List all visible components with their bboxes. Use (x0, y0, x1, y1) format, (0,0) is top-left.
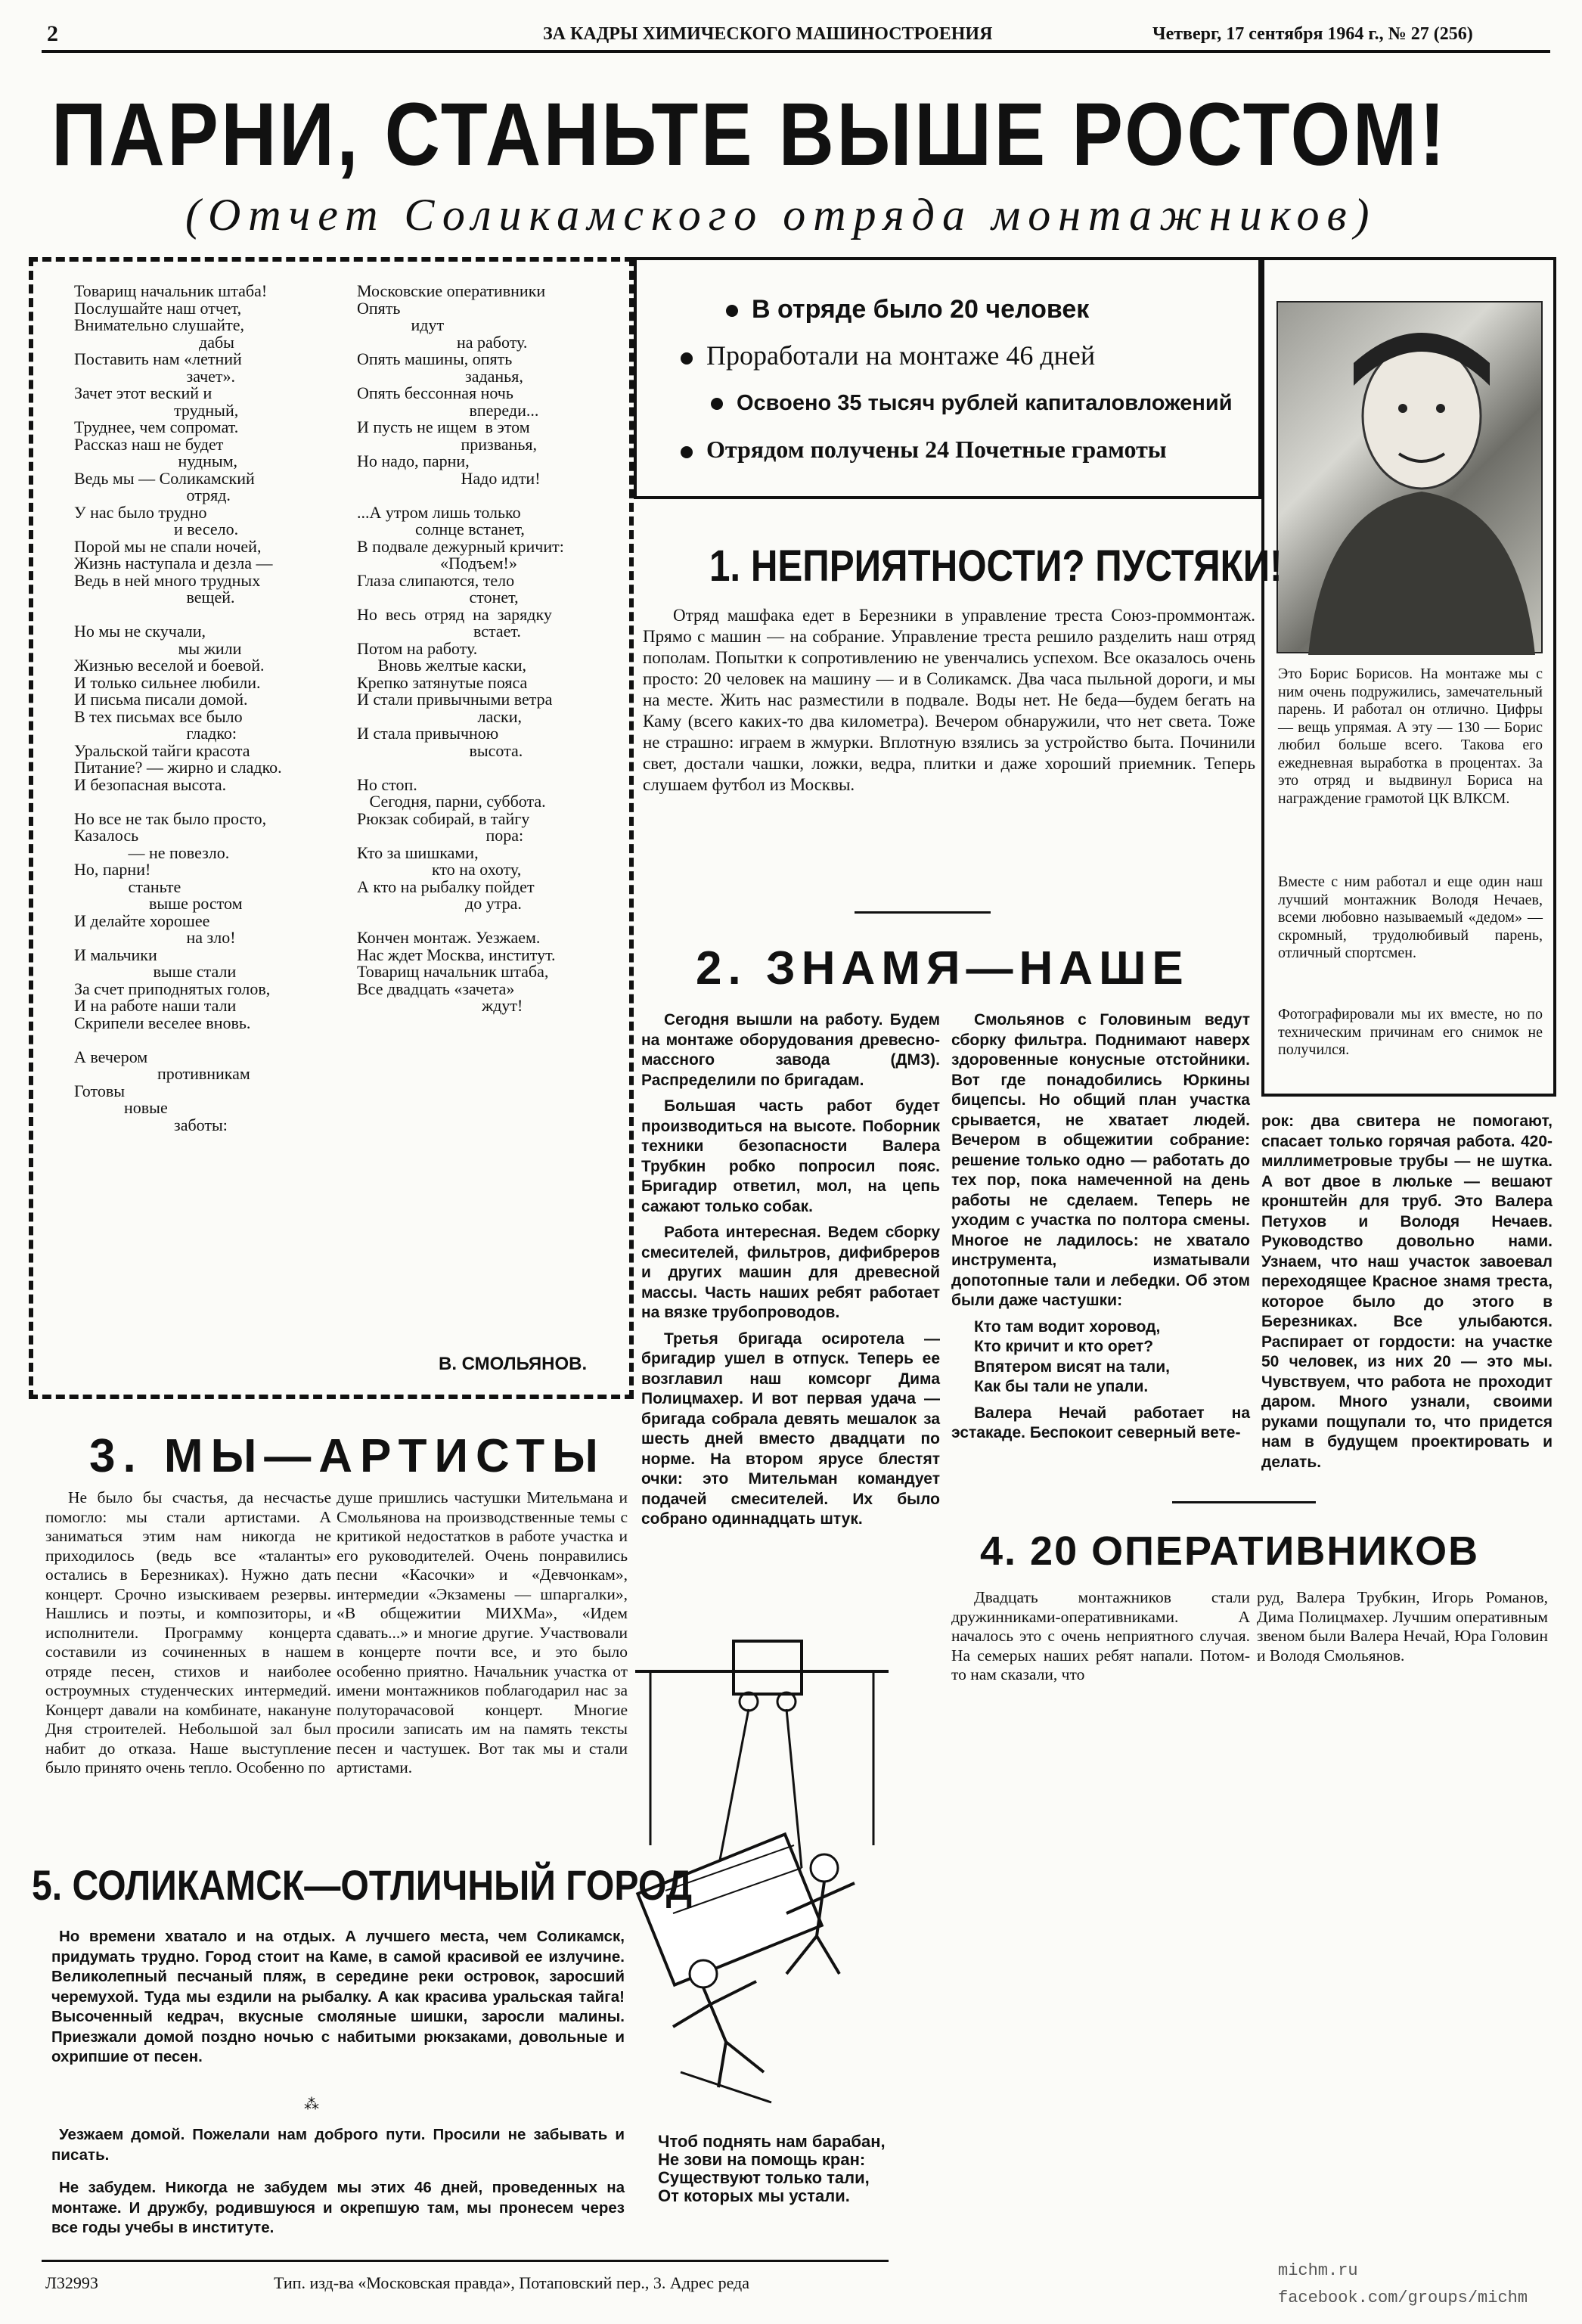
poem-line: — не повезло. (74, 842, 230, 862)
poem-line: гладко: (74, 724, 237, 743)
photo-caption-3: Фотографировали мы их вместе, но по техническим причинам его снимок не получился. (1278, 1006, 1543, 1058)
poem-line: вещей. (74, 588, 235, 607)
poem-line (357, 759, 614, 777)
poem-line: «Подъем!» (357, 554, 517, 572)
separator (1172, 1501, 1316, 1503)
bullet-icon (726, 305, 738, 317)
poem-line: встает. (357, 622, 521, 641)
poem-line: Ведь в ней много трудных (74, 570, 261, 590)
watermark-site: michm.ru (1278, 2261, 1358, 2280)
poem-line: Товарищ начальник штаба, (357, 962, 549, 981)
poem-line: У нас было трудно (74, 502, 207, 522)
poem-line: Крепко затянутые пояса (357, 672, 528, 692)
bullet-icon (711, 398, 723, 410)
watermark-facebook: facebook.com/groups/michm (1278, 2288, 1528, 2307)
poem-line: ждут! (357, 996, 523, 1015)
poem-line: Сегодня, парни, суббота. (357, 792, 546, 811)
section-2-title: 2. ЗНАМЯ—НАШЕ (696, 942, 1190, 994)
poem-line: Порой мы не спали ночей, (74, 536, 262, 556)
poem-line (74, 1032, 346, 1049)
header-rule (42, 50, 1550, 53)
section-1-text: Отряд машфака едет в Березники в управление треста Союз-проммонтаж. Прямо с машин — на собрание. Управление треста решило разделить наш отряд пополам. Попытки к сопротивлению не увенчались успехом. Все оказалось очень просто: 20 человек на машину — и в Соликамск. Два часа пыльной дороги, и мы на месте. Жить нас разместили в подвале. Воды нет. Не беда—будем бегать на Каму (всего каких-то два километра). Вечером обнаружили, что нет света. Тоже не страшно: играем в жмурки. Вплотную взялись за устройство быта. Починили свет, достали чашки, ложки, ведра, плитки и даже хороший приемник. Теперь слушаем футбол из Москвы. (643, 606, 1255, 794)
section-5-title: 5. СОЛИКАМСК—ОТЛИЧНЫЙ ГОРОД (32, 1861, 693, 1909)
photo-caption-1: Это Борис Борисов. На монтаже мы с ним очень подружились, замечательный парень. И работал он отлично. Цифры — вещь упрямая. А эту — 130 — Борис любил больше всего. Такова его ежедневная выработка в процентах. За это отряд и выдвинул Бориса на награждение грамотой ЦК ВЛКСМ. (1278, 666, 1543, 807)
poem-line: выше стали (74, 962, 237, 981)
poem-line: Но, парни! (74, 860, 151, 879)
section-4-col-1: Двадцать монтажников стали дружинниками-оперативниками. А началось это с очень неприятного случая. На семерых наших ребят напали. Потом-то нам сказали, что (951, 1588, 1250, 1683)
poem-line: Питание? — жирно и сладко. (74, 758, 282, 777)
poem-line: зачет». (74, 366, 236, 386)
poem-line: на зло! (74, 928, 236, 947)
poem-line: И стали привычными ветра (357, 690, 553, 709)
poem-line: солнце встанет, (357, 520, 525, 538)
poem-line (74, 793, 346, 811)
poem-line: заботы: (74, 1115, 228, 1134)
poem-column-1 (74, 283, 346, 1134)
poem-line (357, 487, 614, 504)
poem-line: И безопасная высота. (74, 774, 227, 794)
section-4-title: 4. 20 ОПЕРАТИВНИКОВ (980, 1528, 1480, 1574)
poem-line: И письма писали домой. (74, 690, 248, 709)
poem-line: нудным, (74, 451, 238, 470)
poem-line: Кто за шишками, (357, 842, 479, 862)
poem-line: Жизнью веселой и боевой. (74, 656, 265, 675)
poem-line: Но стоп. (357, 774, 417, 794)
poem-line: Труднее, чем сопромат. (74, 417, 239, 436)
poem-line: призванья, (357, 434, 538, 454)
poem-line: В тех письмах все было (74, 706, 243, 726)
poem-line (357, 913, 614, 930)
footer-code: Л32993 (45, 2273, 98, 2292)
poem-line: Уральской тайги красота (74, 740, 250, 760)
poem-line: Но все не так было просто, (74, 808, 267, 828)
poem-line: стонет, (357, 588, 519, 607)
poem-line: И делайте хорошее (74, 911, 210, 930)
poem-line: отряд. (74, 486, 231, 504)
poem-line: заданья, (357, 366, 523, 386)
section-2-col-3: рок: два свитера не помогают, спасает только горячая работа. 420-миллиметровые трубы — не шутка. А вот двое в люльке — вешают кронштейн для труб. Это Валера Петухов и Володя Нечаев. Руководство довольно нами. Узнаем, что наш участок завоевал переходящее Красное знамя треста, которое было до этого в Березниках. Все улыбаются. Распирает от гордости: на участке 50 человек, из них 20 — это мы. Чувствуем, что работа не проходит даром. Много узнали, своими руками пощупали то, что придется нам в будущем проектировать и делать. (1261, 1112, 1553, 1471)
stats-list (681, 295, 1233, 464)
issue-date: Четверг, 17 сентября 1964 г., № 27 (256) (1152, 24, 1473, 44)
poem-line: За счет приподнятых голов, (74, 979, 271, 998)
poem-line: А кто на рыбалку пойдет (357, 877, 535, 896)
poem-author: В. СМОЛЬЯНОВ. (439, 1354, 588, 1374)
poem-line: Но весь отряд на зарядку (357, 604, 552, 624)
poem-line: выше ростом (74, 894, 243, 913)
poem-line: Опять машины, опять (357, 349, 513, 368)
poem-line: Надо идти! (357, 468, 541, 488)
section-5-para-1: Но времени хватало и на отдых. А лучшего места, чем Соликамск, придумать трудно. Город стоит на Каме, в самой красивой ее излучине. Великолепный песчаный пляж, в середине реки островок, заросший черемухой. Туда мы ездили на рыбалку. А как красива уральская тайга! Высоченный кедрач, вкусные смоляные шишки, заросли малины. Приезжали домой поздно ночью с набитыми рюкзаками, довольные и охрипшие от песен. (51, 1928, 625, 2065)
poem-line: Опять бессонная ночь (357, 383, 513, 402)
poem-line: Готовы (74, 1081, 125, 1100)
poem-line: мы жили (74, 638, 242, 658)
poem-line: И на работе наши тали (74, 996, 237, 1015)
poem-line: Все двадцать «зачета» (357, 979, 515, 998)
poem-column-2 (357, 283, 614, 1015)
poem-line: Товарищ начальник штаба! (74, 281, 268, 300)
poem-line: Жизнь наступала и дезла — (74, 554, 273, 572)
section-2-col-1: Сегодня вышли на работу. Будем на монтаже оборудования древесно-массного завода (ДМЗ). Распределили по бригадам. Большая часть работ будет производиться на высоте. Поборник техники безопасности Валера Трубкин робко попросил пояс. Бригадир ответил, мол, на цепь сажают только собак. Работа интересная. Ведем сборку смесителей, фильтров, дифибреров и других машин для древесной массы. Часть наших ребят работает на вязке трубопроводов. Третья бригада осиротела — бригадир ушел в отпуск. Теперь ее возглавил наш комсорг Дима Полицмахер. И вот первая удача — бригада собрала девять мешалок за шесть дней вместо двадцати по норме. На втором ярусе блестят очки: это Мительман командует подачей смесителей. Их было собрано одиннадцать штук. (641, 1011, 940, 1528)
poem-line: на работу. (357, 332, 528, 352)
poem-line: станьте (74, 877, 181, 896)
cartoon-caption: Чтоб поднять нам барабан, Не зови на помощь кран: Существуют только тали, От которых мы устали. (658, 2132, 886, 2205)
section-1-title: 1. НЕПРИЯТНОСТИ? ПУСТЯКИ! (709, 541, 1283, 591)
asterism-icon: ⁂ (304, 2096, 319, 2113)
stat-investment: Освоено 35 тысяч рублей капиталовложений (711, 391, 1233, 416)
poem-line: ...А утром лишь только (357, 502, 521, 522)
portrait-photo (1276, 301, 1543, 653)
section-4-col-2: руд, Валера Трубкин, Игорь Романов, Дима Полицмахер. Лучшим оперативным звеном были Валера Нечай, Юра Головин и Володя Смольянов. (1257, 1588, 1548, 1665)
poem-line: Но надо, парни, (357, 451, 470, 470)
poem-line: высота. (357, 740, 523, 760)
poem-line: Вновь желтые каски, (357, 656, 527, 675)
poem-line: кто на охоту, (357, 860, 522, 879)
poem-line: до утра. (357, 894, 522, 913)
page-number: 2 (47, 21, 58, 46)
poem-line: И мальчики (74, 945, 157, 964)
poem-line: Кончен монтаж. Уезжаем. (357, 928, 541, 947)
footer-rule (42, 2260, 889, 2262)
poem-line: противникам (74, 1064, 250, 1083)
poem-line: трудный, (74, 400, 239, 420)
footer-imprint: Тип. изд-ва «Московская правда», Потаповский пер., 3. Адрес реда (274, 2273, 749, 2292)
poem-line: Послушайте наш отчет, (74, 298, 242, 318)
bullet-icon (681, 352, 693, 365)
poem-line: новые (74, 1098, 168, 1117)
poem-line: В подвале дежурный кричит: (357, 536, 564, 556)
poem-line: и весело. (74, 520, 239, 538)
section-3-col-2: душе пришлись частушки Мительмана и Смольянова на производственные темы с критикой недостатков в работе участка и его руководителей. Очень понравились песни «Касочки» и «Девчонкам», интермедии «Экзамены — шпаргалки», «В общежитии МИХМа», «Идем сдавать...» и многие другие. Участвовали в концерте почти все, и это было особенно приятно. Начальник участка от имени монтажников поблагодарил нас за полуторачасовой концерт. Многие просили записать им на память тексты песен и частушек. Вот так мы и стали артистами. (337, 1488, 628, 1776)
stat-awards: Отрядом получены 24 Почетные грамоты (681, 436, 1233, 464)
poem-line: И стала привычною (357, 724, 499, 743)
main-headline: ПАРНИ, СТАНЬТЕ ВЫШЕ РОСТОМ! (51, 85, 1448, 185)
poem-line: Казалось (74, 826, 139, 845)
poem-line: Рассказ наш не будет (74, 434, 224, 454)
poem-line: Потом на работу. (357, 638, 478, 658)
poem-line: впереди... (357, 400, 539, 420)
poem-line: пора: (357, 826, 524, 845)
poem-line: И пусть не ищем в этом (357, 417, 530, 436)
poem-line: Ведь мы — Соликамский (74, 468, 255, 488)
poem-line: Нас ждет Москва, институт. (357, 945, 556, 964)
stat-people: В отряде было 20 человек (726, 295, 1233, 324)
photo-caption-2: Вместе с ним работал и еще один наш лучший монтажник Володя Нечаев, всеми любовно называемый «дедом» — скромный, трудолюбивый парень, отличный спортсмен. (1278, 873, 1543, 961)
poem-line: Опять (357, 298, 401, 318)
poem-line: И только сильнее любили. (74, 672, 261, 692)
stat-days: Проработали на монтаже 46 дней (681, 340, 1233, 371)
poem-line: Внимательно слушайте, (74, 315, 244, 334)
poem-line: Поставить нам «летний (74, 349, 242, 368)
separator (855, 911, 991, 914)
section-3-title: 3. МЫ—АРТИСТЫ (89, 1430, 606, 1482)
poem-line: ласки, (357, 706, 522, 726)
section-3-col-1: Не было бы счастья, да несчастье помогло: мы стали артистами. А заниматься этим нам никогда не приходилось (ведь все «таланты» остались в Березниках). Нужно дать концерт. Срочно изыскиваем резервы. Нашлись и поэты, и композиторы, и исполнители. Программу концерта составили из сочиненных в нашем отряде песен, стихов и наиболее остроумных студенческих интермедий. Концерт давали на комбинате, накануне Дня строителей. Небольшой зал был набит до отказа. Наше выступление было принято очень тепло. Особенно по (45, 1488, 331, 1776)
section-5-para-2: Уезжаем домой. Пожелали нам доброго пути. Просили не забывать и писать. (51, 2126, 625, 2164)
section-5-para-3: Не забудем. Никогда не забудем мы этих 46 дней, проведенных на монтаже. И дружбу, родившуюся и окрепшую там, мы пронесем через все годы учебы в институте. (51, 2179, 625, 2236)
poem-line: идут (357, 315, 445, 334)
poem-line: Зачет этот веский и (74, 383, 212, 402)
newspaper-name: ЗА КАДРЫ ХИМИЧЕСКОГО МАШИНОСТРОЕНИЯ (543, 24, 993, 44)
poem-line: дабы (74, 332, 234, 352)
poem-line: А вечером (74, 1047, 148, 1066)
headline-subtitle: (Отчет Соликамского отряда монтажников) (185, 190, 1377, 240)
poem-line: Но мы не скучали, (74, 622, 206, 641)
poem-line: Рюкзак собирай, в тайгу (357, 808, 530, 828)
poem-line (74, 607, 346, 624)
bullet-icon (681, 446, 693, 458)
section-2-col-2: Смольянов с Головиным ведут сборку фильтра. Поднимают наверх здоровенные конусные отстойники. Вот где понадобились Юркины бицепсы. Но общий план участка срывается, не хватает людей. Вечером в общежитии собрание: решение только одно — работать до тех пор, пока намеченной на день работы не сделаем. Теперь не уходим с участка по полтора смены. Многое не ладилось: не хватало инструмента, изматывали допотопные тали и лебедки. Об этом были даже частушки: Кто там водит хоровод, Кто кричит и кто орет? Впятером висят на тали, Как бы тали не упали. Валера Нечай работает на эстакаде. Беспокоит северный вете- (951, 1011, 1250, 1441)
poem-line: Московские оперативники (357, 281, 546, 300)
portrait-figure-icon (1278, 303, 1544, 655)
poem-line: Скрипели веселее вновь. (74, 1013, 251, 1032)
poem-line: Глаза слипаются, тело (357, 570, 515, 590)
